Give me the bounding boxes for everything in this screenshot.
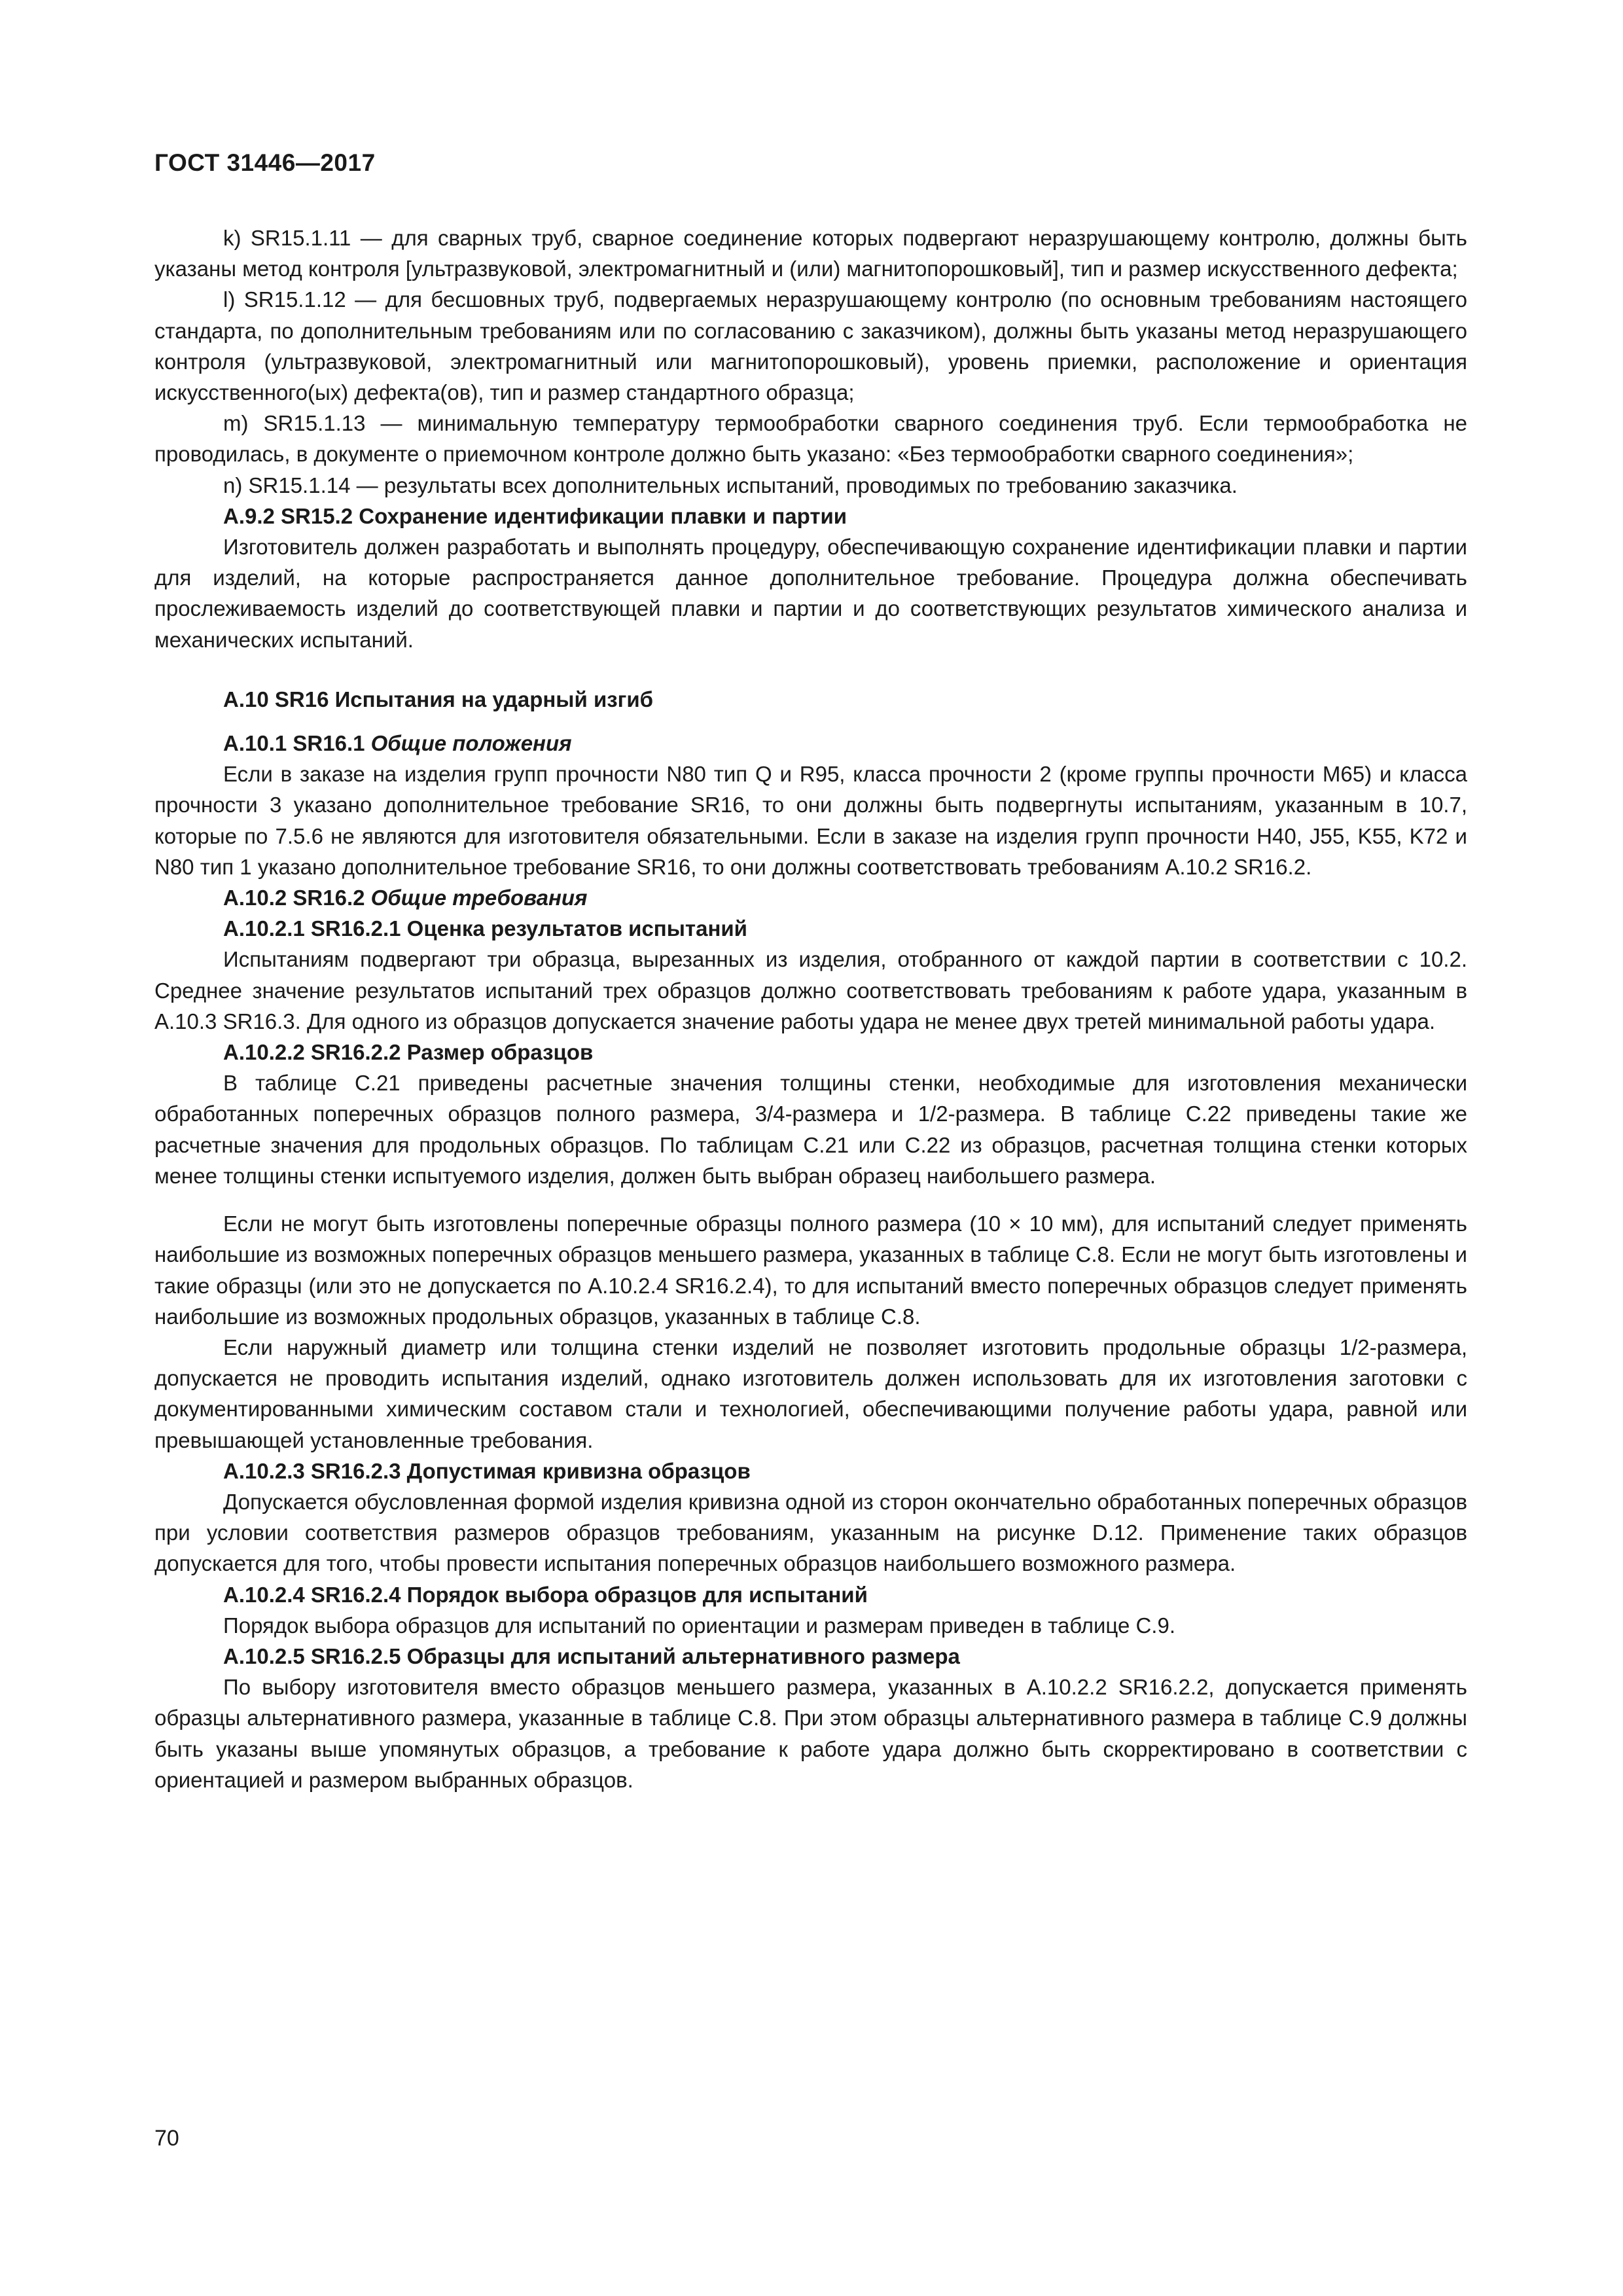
paragraph-text: А.10.2.3 SR16.2.3 Допустимая кривизна образцов bbox=[223, 1458, 751, 1483]
paragraph-text: l) SR15.1.12 — для бесшовных труб, подвергаемых неразрушающему контролю (по основным требованиям настоящего стандарта, по дополнительным требованиям или по согласованию с заказчиком), должны быть указаны метод неразрушающего контроля (ультразвуковой, электромагнитный или магнитопорошковый), уровень приемки, расположение и ориентация искусственного(ых) дефекта(ов), тип и размер стандартного образца; bbox=[154, 287, 1467, 405]
body-paragraph bbox=[154, 223, 1467, 284]
section-heading bbox=[154, 1579, 1467, 1610]
paragraph-text: k) SR15.1.11 — для сварных труб, сварное соединение которых подвергают неразрушающему контролю, должны быть указаны метод контроля [ультразвуковой, электромагнитный и (или) магнитопорошковый], тип и размер искусственного дефекта; bbox=[154, 226, 1467, 281]
body-paragraph bbox=[154, 1332, 1467, 1456]
section-heading bbox=[154, 684, 1467, 715]
paragraph-text: Если наружный диаметр или толщина стенки изделий не позволяет изготовить продольные образцы 1/2-размера, допускается не проводить испытания изделий, однако изготовитель должен использовать для их изготовления заготовки с документированными химическим составом стали и технологией, обеспечивающими получение работы удара, равной или превышающей установленные требования. bbox=[154, 1335, 1467, 1452]
body-paragraph bbox=[154, 531, 1467, 655]
section-heading bbox=[154, 728, 1467, 759]
paragraph-text: А.10.2.2 SR16.2.2 Размер образцов bbox=[223, 1040, 594, 1065]
body-paragraph bbox=[154, 284, 1467, 408]
body-paragraph bbox=[154, 1672, 1467, 1795]
body-paragraph bbox=[154, 759, 1467, 882]
paragraph-text: А.10 SR16 Испытания на ударный изгиб bbox=[223, 687, 654, 711]
page-number: 70 bbox=[154, 2126, 179, 2151]
body-paragraph bbox=[154, 1610, 1467, 1641]
section-heading bbox=[154, 1456, 1467, 1486]
paragraph-text: Допускается обусловленная формой изделия кривизна одной из сторон окончательно обработанных поперечных образцов при условии соответствия размеров образцов требованиям, указанным на рисунке D.12. Применение таких образцов допускается для того, чтобы провести испытания поперечных образцов наибольшего возможного размера. bbox=[154, 1489, 1467, 1576]
paragraph-text: Испытаниям подвергают три образца, вырезанных из изделия, отобранного от каждой партии в соответствии с 10.2. Среднее значение результатов испытаний трех образцов должно соответствовать требованиям к работе удара, указанным в А.10.3 SR16.3. Для одного из образцов допускается значение работы удара не менее двух третей минимальной работы удара. bbox=[154, 947, 1467, 1033]
paragraph-text: В таблице С.21 приведены расчетные значения толщины стенки, необходимые для изготовления механически обработанных поперечных образцов полного размера, 3/4-размера и 1/2-размера. В таблице С.22 приведены такие же расчетные значения для продольных образцов. По таблицам С.21 или С.22 из образцов, расчетная толщина стенки которых менее толщины стенки испытуемого изделия, должен быть выбран образец наибольшего размера. bbox=[154, 1071, 1467, 1188]
paragraph-text: Если в заказе на изделия групп прочности N80 тип Q и R95, класса прочности 2 (кроме группы прочности M65) и класса прочности 3 указано дополнительное требование SR16, то они должны быть подвергнуты испытаниям, указанным в 10.7, которые по 7.5.6 не являются для изготовителя обязательными. Если в заказе на изделия групп прочности Н40, J55, K55, K72 и N80 тип 1 указано дополнительное требование SR16, то они должны соответствовать требованиям А.10.2 SR16.2. bbox=[154, 762, 1467, 879]
body-paragraph bbox=[154, 1208, 1467, 1332]
body-paragraph bbox=[154, 1486, 1467, 1579]
paragraph-text: А.10.2.5 SR16.2.5 Образцы для испытаний альтернативного размера bbox=[223, 1643, 960, 1668]
paragraph-text: По выбору изготовителя вместо образцов меньшего размера, указанных в А.10.2.2 SR16.2.2, допускается применять образцы альтернативного размера, указанные в таблице С.8. При этом образцы альтернативного размера в таблице С.9 должны быть указаны выше упомянутых образцов, а требование к работе удара должно быть скорректировано в соответствии с ориентацией и размером выбранных образцов. bbox=[154, 1675, 1467, 1792]
paragraph-text: Если не могут быть изготовлены поперечные образцы полного размера (10 × 10 мм), для испытаний следует применять наибольшие из возможных поперечных образцов меньшего размера, указанных в таблице С.8. Если не могут быть изготовлены и такие образцы (или это не допускается по А.10.2.4 SR16.2.4), то для испытаний вместо поперечных образцов следует применять наибольшие из возможных продольных образцов, указанных в таблице С.8. bbox=[154, 1211, 1467, 1329]
body-paragraph bbox=[154, 408, 1467, 469]
paragraph-text: А.10.2.4 SR16.2.4 Порядок выбора образцов для испытаний bbox=[223, 1582, 868, 1607]
document-header: ГОСТ 31446—2017 bbox=[154, 149, 376, 176]
section-heading bbox=[154, 501, 1467, 531]
heading-italic-text: Общие требования bbox=[370, 886, 588, 910]
paragraph-text: А.9.2 SR15.2 Сохранение идентификации плавки и партии bbox=[223, 503, 847, 528]
paragraph-text: n) SR15.1.14 — результаты всех дополнительных испытаний, проводимых по требованию заказчика. bbox=[223, 473, 1238, 497]
paragraph-text: Изготовитель должен разработать и выполнять процедуру, обеспечивающую сохранение идентификации плавки и партии для изделий, на которые распространяется данное дополнительное требование. Процедура должна обеспечивать прослеживаемость изделий до соответствующей плавки и партии и до соответствующих результатов химического анализа и механических испытаний. bbox=[154, 535, 1467, 652]
paragraph-text: А.10.2.1 SR16.2.1 Оценка результатов испытаний bbox=[223, 916, 747, 941]
section-heading bbox=[154, 882, 1467, 913]
body-paragraph bbox=[154, 1067, 1467, 1191]
section-heading bbox=[154, 913, 1467, 944]
paragraph-text: Порядок выбора образцов для испытаний по ориентации и размерам приведен в таблице С.9. bbox=[223, 1613, 1175, 1638]
body-paragraph bbox=[154, 470, 1467, 501]
section-heading bbox=[154, 1037, 1467, 1067]
heading-italic-text: Общие положения bbox=[370, 731, 572, 756]
document-body bbox=[154, 223, 1467, 1795]
body-paragraph bbox=[154, 944, 1467, 1037]
paragraph-text: А.10.1 SR16.1 bbox=[223, 731, 371, 756]
paragraph-text: А.10.2 SR16.2 bbox=[223, 886, 371, 910]
paragraph-text: m) SR15.1.13 — минимальную температуру термообработки сварного соединения труб. Если термообработка не проводилась, в документе о приемочном контроле должно быть указано: «Без термообработки сварного соединения»; bbox=[154, 411, 1467, 467]
section-heading bbox=[154, 1641, 1467, 1672]
